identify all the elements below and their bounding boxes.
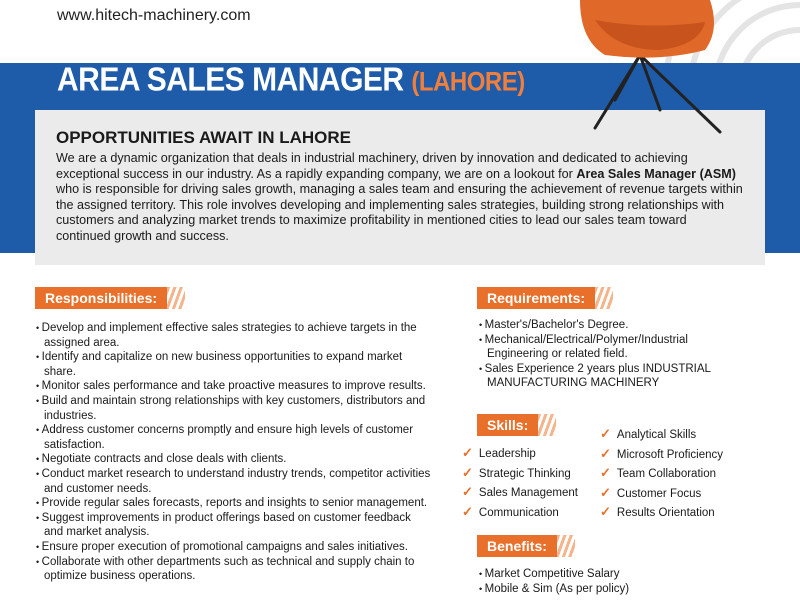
skills-header [477, 414, 556, 436]
check-icon: ✓ [462, 445, 473, 460]
skill-label: Team Collaboration [616, 468, 716, 480]
title-text: AREA SALES MANAGER [57, 62, 404, 99]
responsibility-item: • Identify and capitalize on new business opportunities to expand market share. [33, 350, 433, 379]
check-icon: ✓ [462, 464, 473, 480]
responsibilities-label: Responsibilities: [35, 287, 167, 309]
requirement-item: • Master's/Bachelor's Degree. [476, 318, 736, 333]
responsibility-item: • Collaborate with other departments such as technical and supply chain to optimize business operations. [33, 555, 433, 584]
responsibility-item: • Provide regular sales forecasts, reports and insights to senior management. [33, 496, 433, 511]
check-icon: ✓ [600, 426, 611, 441]
responsibility-item: • Negotiate contracts and close deals with clients. [33, 452, 433, 467]
requirements-header [477, 287, 613, 309]
skill-item [462, 444, 578, 464]
skill-label: Microsoft Proficiency [616, 448, 723, 461]
stripes-decoration [538, 414, 556, 436]
intro-text [56, 151, 744, 245]
requirements-label: Requirements: [477, 287, 595, 309]
intro-text-b: who is responsible for driving sales growth, managing a sales team and ensuring the achievement of revenue targets within the assigned territory. This role involves developing and implementing sales strategies, building strong relationships with customers and analyzing market trends to maximize profitability in mentioned cities to lead our sales team toward continued growth and success. [56, 182, 743, 243]
skill-label: Analytical Skills [616, 429, 697, 441]
skill-label: Results Orientation [616, 507, 715, 519]
skill-item [600, 464, 723, 484]
check-icon: ✓ [600, 465, 611, 480]
skill-item [600, 503, 723, 523]
requirement-item: • Mechanical/Electrical/Polymer/Industrial Engineering or related field. [476, 333, 736, 362]
skills-label: Skills: [477, 414, 538, 436]
skills-left [462, 444, 578, 522]
benefits-list [476, 567, 776, 596]
requirements-list [476, 318, 736, 391]
benefits-header [477, 535, 575, 557]
skill-item [462, 483, 578, 503]
job-title [57, 62, 525, 99]
stripes-decoration [557, 535, 575, 557]
skill-item [462, 503, 578, 523]
skill-label: Leadership [478, 448, 536, 460]
responsibility-item: • Suggest improvements in product offerings based on customer feedback and market analysis. [33, 511, 433, 540]
responsibility-item: • Ensure proper execution of promotional campaigns and sales initiatives. [33, 540, 433, 555]
responsibility-item: • Address customer concerns promptly and ensure high levels of customer satisfaction. [33, 423, 433, 452]
skills-right [600, 425, 723, 523]
skill-label: Communication [478, 506, 559, 519]
benefit-item: • Market Competitive Salary [476, 567, 776, 582]
responsibility-item: • Build and maintain strong relationships with key customers, distributors and industries. [33, 394, 433, 423]
check-icon: ✓ [600, 445, 611, 461]
intro-text-a: We are a dynamic organization that deals in industrial machinery, driven by innovation and dedicated to achieving exceptional success in our industry. As a rapidly expanding company, we are on a lookout for [56, 151, 688, 181]
chair-image [510, 0, 770, 140]
responsibility-item: • Monitor sales performance and take proactive measures to improve results. [33, 379, 433, 394]
skill-label: Strategic Thinking [478, 467, 571, 480]
requirement-item: • Sales Experience 2 years plus INDUSTRIAL MANUFACTURING MACHINERY [476, 362, 736, 391]
check-icon: ✓ [600, 504, 611, 519]
skill-item [600, 425, 723, 445]
job-location: (LAHORE) [411, 67, 525, 98]
intro-heading: OPPORTUNITIES AWAIT IN LAHORE [56, 128, 351, 147]
intro-text-bold: Area Sales Manager (ASM) [576, 166, 736, 181]
stripes-decoration [167, 287, 185, 309]
responsibility-item: • Develop and implement effective sales strategies to achieve targets in the assigned area. [33, 321, 433, 350]
benefit-item: • Mobile & Sim (As per policy) [476, 582, 776, 597]
check-icon: ✓ [462, 484, 473, 499]
skill-label: Customer Focus [616, 487, 702, 500]
check-icon: ✓ [462, 503, 473, 519]
responsibility-item: • Conduct market research to understand industry trends, competitor activities and customer needs. [33, 467, 433, 496]
website-url[interactable]: www.hitech-machinery.com [57, 7, 251, 24]
check-icon: ✓ [600, 484, 611, 500]
responsibilities-list [33, 321, 433, 584]
benefits-label: Benefits: [477, 535, 557, 557]
skill-label: Sales Management [478, 487, 578, 499]
responsibilities-header [35, 287, 185, 309]
stripes-decoration [595, 287, 613, 309]
skill-item [462, 464, 578, 484]
skill-item [600, 445, 723, 465]
skill-item [600, 484, 723, 504]
